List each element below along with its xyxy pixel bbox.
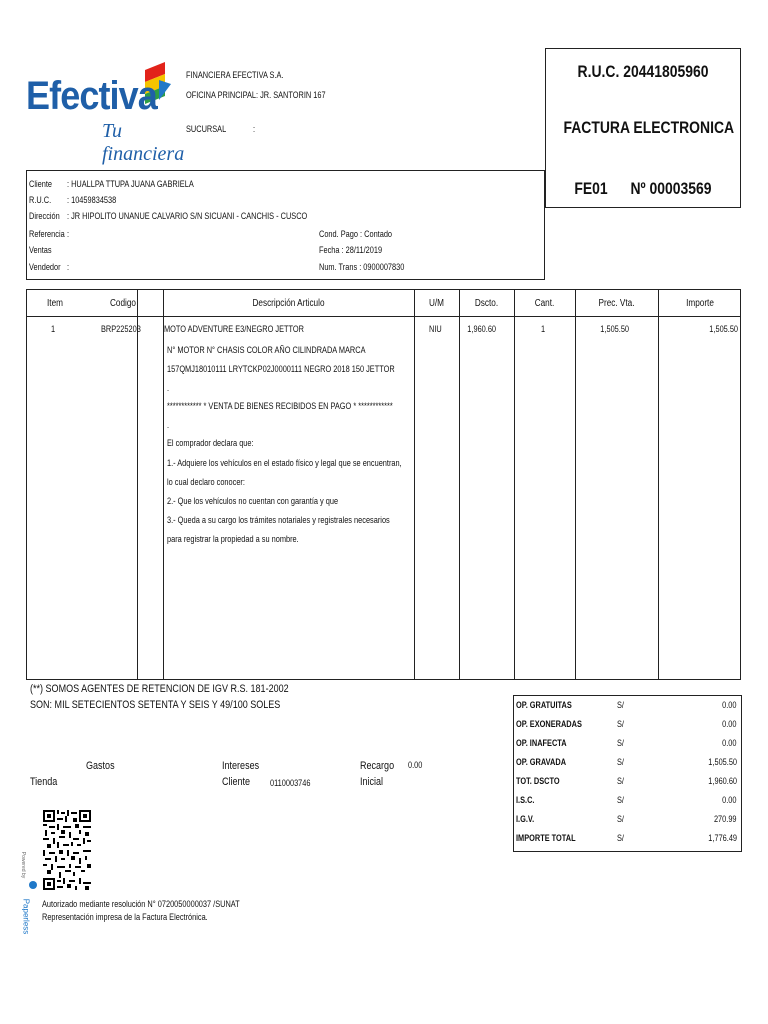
col-header-unit-price: Prec. Vta.: [598, 298, 635, 309]
desc-line: N° MOTOR N° CHASIS COLOR AÑO CILINDRADA MARCA: [167, 345, 366, 355]
tienda-label: Tienda: [30, 776, 58, 788]
logo-tagline: Tu financiera: [102, 120, 185, 165]
totals-box: [513, 695, 742, 852]
row-item: 1: [51, 324, 56, 334]
reference-value: :: [67, 229, 70, 239]
col-header-item: Item: [47, 298, 63, 309]
col-header-code: Codigo: [109, 298, 136, 309]
ruc-value: : 10459834538: [67, 195, 117, 205]
cliente-value: 0110003746: [270, 778, 311, 788]
row-discount: 1,960.60: [467, 324, 496, 334]
col-header-um: U/M: [428, 298, 445, 309]
recargo-value: 0.00: [408, 760, 423, 770]
reference-label: Referencia: [29, 229, 65, 239]
logo-wordmark: Efectiva: [26, 74, 157, 118]
totals-row: I.G.V. S/ 270.99: [516, 814, 737, 824]
seller-label: Vendedor: [29, 262, 61, 272]
qr-code: [43, 810, 91, 890]
company-name: FINANCIERA EFECTIVA S.A.: [186, 70, 284, 80]
desc-line: 157QMJ18010111 LRYTCKP02J0000111 NEGRO 2018 150 JETTOR: [167, 364, 395, 374]
desc-line: .: [167, 383, 170, 393]
company-branch-sep: :: [253, 124, 256, 134]
invoice-number: Nº 00003569: [630, 179, 712, 198]
representation-note: Representación impresa de la Factura Electrónica.: [42, 912, 208, 922]
row-code: BRP225203: [101, 324, 141, 334]
desc-line: .: [167, 420, 170, 430]
totals-row: OP. GRAVADA S/ 1,505.50: [516, 757, 737, 767]
col-header-discount: Dscto.: [474, 298, 499, 309]
row-quantity: 1: [541, 324, 546, 334]
desc-line: lo cual declaro conocer:: [167, 477, 245, 487]
col-header-amount: Importe: [686, 298, 714, 309]
invoice-ruc: R.U.C. 20441805960: [577, 62, 709, 81]
desc-line: para registrar la propiedad a su nombre.: [167, 534, 299, 544]
invoice-series: FE01: [574, 179, 608, 198]
totals-row: OP. EXONERADAS S/ 0.00: [516, 719, 737, 729]
intereses-label: Intereses: [222, 760, 260, 772]
paperless-label: Paperless: [21, 898, 31, 935]
desc-line: 2.- Que los vehículos no cuentan con garantía y que: [167, 496, 339, 506]
client-box: [26, 170, 545, 280]
sales-label: Ventas: [29, 245, 52, 255]
powered-by-label: Powered by: [20, 851, 27, 879]
address-value: : JR HIPOLITO UNANUE CALVARIO S/N SICUANI - CANCHIS - CUSCO: [67, 211, 308, 221]
amount-in-words: SON: MIL SETECIENTOS SETENTA Y SEIS Y 49/100 SOLES: [30, 699, 281, 711]
desc-line: ************ * VENTA DE BIENES RECIBIDOS EN PAGO * ************: [167, 401, 393, 411]
client-value: : HUALLPA TTUPA JUANA GABRIELA: [67, 179, 194, 189]
desc-line: 3.- Queda a su cargo los trámites notariales y registrales necesarios: [167, 515, 390, 525]
col-header-description: Descripción Articulo: [252, 298, 325, 309]
company-office: OFICINA PRINCIPAL: JR. SANTORIN 167: [186, 90, 326, 100]
inicial-label: Inicial: [360, 776, 384, 788]
seller-value: :: [67, 262, 70, 272]
totals-row: TOT. DSCTO S/ 1,960.60: [516, 776, 737, 786]
recargo-label: Recargo: [360, 760, 395, 772]
totals-row: OP. GRATUITAS S/ 0.00: [516, 700, 737, 710]
row-unit-price: 1,505.50: [600, 324, 629, 334]
totals-row: OP. INAFECTA S/ 0.00: [516, 738, 737, 748]
cliente-label: Cliente: [222, 776, 251, 788]
row-amount: 1,505.50: [709, 324, 738, 334]
address-label: Dirección: [29, 211, 60, 221]
totals-row: I.S.C. S/ 0.00: [516, 795, 737, 805]
transaction-number: Num. Trans : 0900007830: [319, 262, 405, 272]
col-header-quantity: Cant.: [534, 298, 555, 309]
company-logo: [26, 58, 186, 165]
company-branch-label: SUCURSAL: [186, 124, 227, 134]
row-description: MOTO ADVENTURE E3/NEGRO JETTOR: [164, 324, 304, 334]
ruc-label: R.U.C.: [29, 195, 52, 205]
retention-note: (**) SOMOS AGENTES DE RETENCION DE IGV R.S. 181-2002: [30, 683, 289, 695]
authorization-note: Autorizado mediante resolución N° 0720050000037 /SUNAT: [42, 899, 240, 909]
desc-line: El comprador declara que:: [167, 438, 254, 448]
desc-line: 1.- Adquiere los vehículos en el estado físico y legal que se encuentran,: [167, 458, 402, 468]
invoice-date: Fecha : 28/11/2019: [319, 245, 383, 255]
client-label: Cliente: [29, 179, 52, 189]
invoice-id-box: [545, 48, 741, 208]
totals-row-total: IMPORTE TOTAL S/ 1,776.49: [516, 833, 737, 843]
items-table: [26, 289, 741, 680]
gastos-label: Gastos: [86, 760, 115, 772]
invoice-type: FACTURA ELECTRONICA: [563, 118, 735, 137]
paperless-logo-icon: [28, 880, 38, 890]
row-um: NIU: [429, 324, 442, 334]
payment-condition: Cond. Pago : Contado: [319, 229, 393, 239]
paperless-brand: [20, 840, 40, 940]
